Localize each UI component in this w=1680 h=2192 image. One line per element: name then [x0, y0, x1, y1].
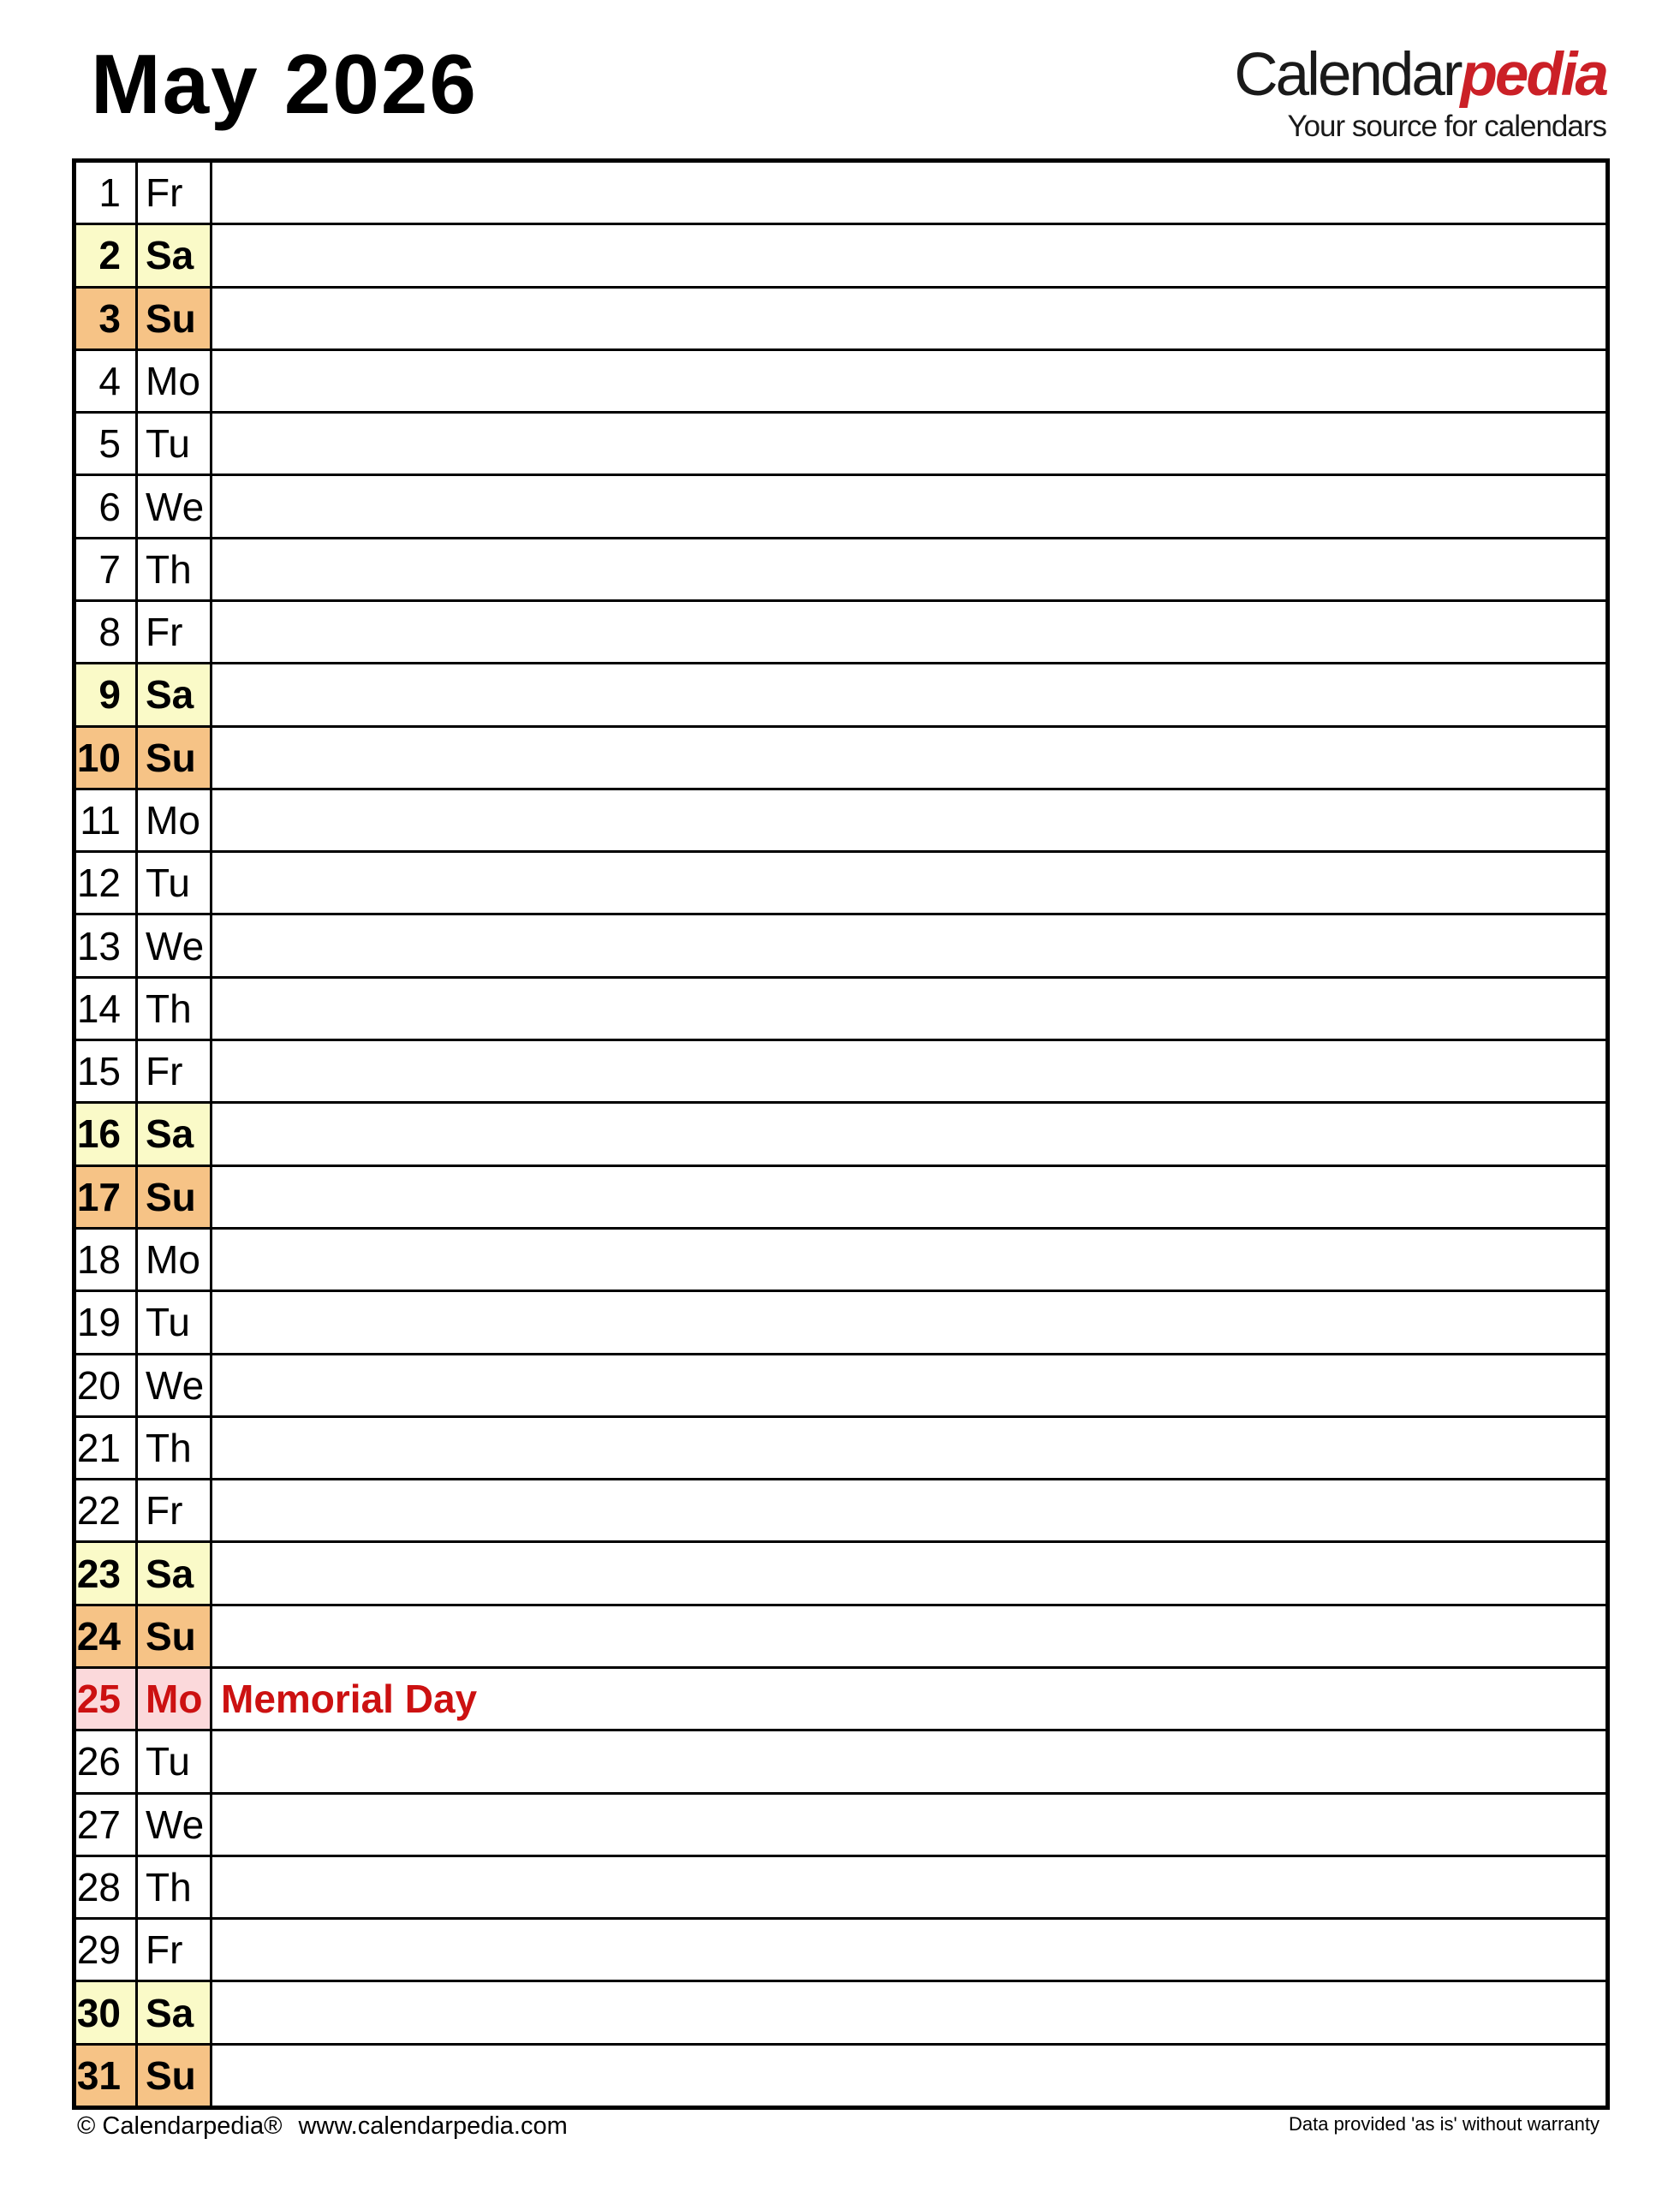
day-13-weekday-abbrev: We	[138, 915, 210, 975]
day-25-holiday-label: Memorial Day	[212, 1669, 1606, 1729]
day-18-note-area	[212, 1230, 1606, 1290]
day-21-number: 21	[76, 1418, 135, 1478]
calendarpedia-logo	[1234, 41, 1606, 143]
day-22-note-area	[212, 1480, 1606, 1540]
day-16-number: 16	[76, 1104, 135, 1164]
day-24-number: 24	[76, 1606, 135, 1666]
day-4-number: 4	[76, 351, 135, 411]
day-3-number: 3	[76, 289, 135, 348]
day-8-note-area	[212, 602, 1606, 662]
day-23-number: 23	[76, 1543, 135, 1603]
day-26-weekday-abbrev: Tu	[138, 1731, 210, 1791]
day-5-note-area	[212, 414, 1606, 474]
day-30-note-area	[212, 1982, 1606, 2042]
day-1-number: 1	[76, 163, 135, 223]
day-25-weekday-abbrev: Mo	[138, 1669, 210, 1729]
footer-copyright	[77, 2112, 568, 2141]
day-15-number: 15	[76, 1041, 135, 1101]
day-10-number: 10	[76, 728, 135, 788]
day-23-note-area	[212, 1543, 1606, 1603]
day-31-note-area	[212, 2046, 1606, 2106]
footer-url: www.calendarpedia.com	[298, 2112, 568, 2140]
day-10-weekday-abbrev: Su	[138, 728, 210, 788]
day-11-weekday-abbrev: Mo	[138, 790, 210, 850]
day-6-weekday-abbrev: We	[138, 476, 210, 536]
day-6-number: 6	[76, 476, 135, 536]
day-12-number: 12	[76, 853, 135, 913]
day-29-note-area	[212, 1920, 1606, 1980]
day-7-note-area	[212, 539, 1606, 599]
day-12-weekday-abbrev: Tu	[138, 853, 210, 913]
day-9-weekday-abbrev: Sa	[138, 664, 210, 724]
day-3-note-area	[212, 289, 1606, 348]
day-24-weekday-abbrev: Su	[138, 1606, 210, 1666]
day-9-number: 9	[76, 664, 135, 724]
day-11-note-area	[212, 790, 1606, 850]
day-9-note-area	[212, 664, 1606, 724]
day-4-note-area	[212, 351, 1606, 411]
copyright-text: © Calendarpedia®	[77, 2112, 283, 2140]
day-27-note-area	[212, 1795, 1606, 1855]
day-18-number: 18	[76, 1230, 135, 1290]
day-13-number: 13	[76, 915, 135, 975]
day-30-weekday-abbrev: Sa	[138, 1982, 210, 2042]
day-26-note-area	[212, 1731, 1606, 1791]
day-24-note-area	[212, 1606, 1606, 1666]
day-19-note-area	[212, 1292, 1606, 1352]
day-19-weekday-abbrev: Tu	[138, 1292, 210, 1352]
day-7-weekday-abbrev: Th	[138, 539, 210, 599]
day-16-weekday-abbrev: Sa	[138, 1104, 210, 1164]
day-20-number: 20	[76, 1355, 135, 1415]
day-18-weekday-abbrev: Mo	[138, 1230, 210, 1290]
day-11-number: 11	[76, 790, 135, 850]
day-1-weekday-abbrev: Fr	[138, 163, 210, 223]
day-1-note-area	[212, 163, 1606, 223]
day-15-note-area	[212, 1041, 1606, 1101]
day-14-note-area	[212, 979, 1606, 1039]
day-20-weekday-abbrev: We	[138, 1355, 210, 1415]
day-16-note-area	[212, 1104, 1606, 1164]
day-21-weekday-abbrev: Th	[138, 1418, 210, 1478]
day-17-weekday-abbrev: Su	[138, 1167, 210, 1227]
day-27-weekday-abbrev: We	[138, 1795, 210, 1855]
day-30-number: 30	[76, 1982, 135, 2042]
day-31-weekday-abbrev: Su	[138, 2046, 210, 2106]
daily-planner-table	[72, 158, 1610, 2110]
day-15-weekday-abbrev: Fr	[138, 1041, 210, 1101]
day-27-number: 27	[76, 1795, 135, 1855]
day-20-note-area	[212, 1355, 1606, 1415]
day-29-weekday-abbrev: Fr	[138, 1920, 210, 1980]
day-6-note-area	[212, 476, 1606, 536]
logo-tagline: Your source for calendars	[1287, 110, 1606, 143]
day-25-number: 25	[76, 1669, 135, 1729]
day-14-number: 14	[76, 979, 135, 1039]
day-14-weekday-abbrev: Th	[138, 979, 210, 1039]
day-28-note-area	[212, 1857, 1606, 1917]
day-29-number: 29	[76, 1920, 135, 1980]
day-12-note-area	[212, 853, 1606, 913]
footer-disclaimer: Data provided 'as is' without warranty	[1288, 2113, 1600, 2135]
day-22-number: 22	[76, 1480, 135, 1540]
logo-part-pedia: pedia	[1460, 41, 1606, 109]
day-17-note-area	[212, 1167, 1606, 1227]
day-5-number: 5	[76, 414, 135, 474]
day-22-weekday-abbrev: Fr	[138, 1480, 210, 1540]
day-10-note-area	[212, 728, 1606, 788]
day-26-number: 26	[76, 1731, 135, 1791]
day-17-number: 17	[76, 1167, 135, 1227]
day-2-note-area	[212, 225, 1606, 285]
day-2-number: 2	[76, 225, 135, 285]
day-8-weekday-abbrev: Fr	[138, 602, 210, 662]
logo-wordmark	[1234, 41, 1606, 109]
day-5-weekday-abbrev: Tu	[138, 414, 210, 474]
day-13-note-area	[212, 915, 1606, 975]
day-21-note-area	[212, 1418, 1606, 1478]
day-31-number: 31	[76, 2046, 135, 2106]
day-23-weekday-abbrev: Sa	[138, 1543, 210, 1603]
day-28-number: 28	[76, 1857, 135, 1917]
day-8-number: 8	[76, 602, 135, 662]
day-2-weekday-abbrev: Sa	[138, 225, 210, 285]
day-19-number: 19	[76, 1292, 135, 1352]
day-28-weekday-abbrev: Th	[138, 1857, 210, 1917]
day-3-weekday-abbrev: Su	[138, 289, 210, 348]
logo-part-calendar: Calendar	[1234, 41, 1461, 109]
day-7-number: 7	[76, 539, 135, 599]
day-4-weekday-abbrev: Mo	[138, 351, 210, 411]
page-title: May 2026	[91, 37, 478, 131]
